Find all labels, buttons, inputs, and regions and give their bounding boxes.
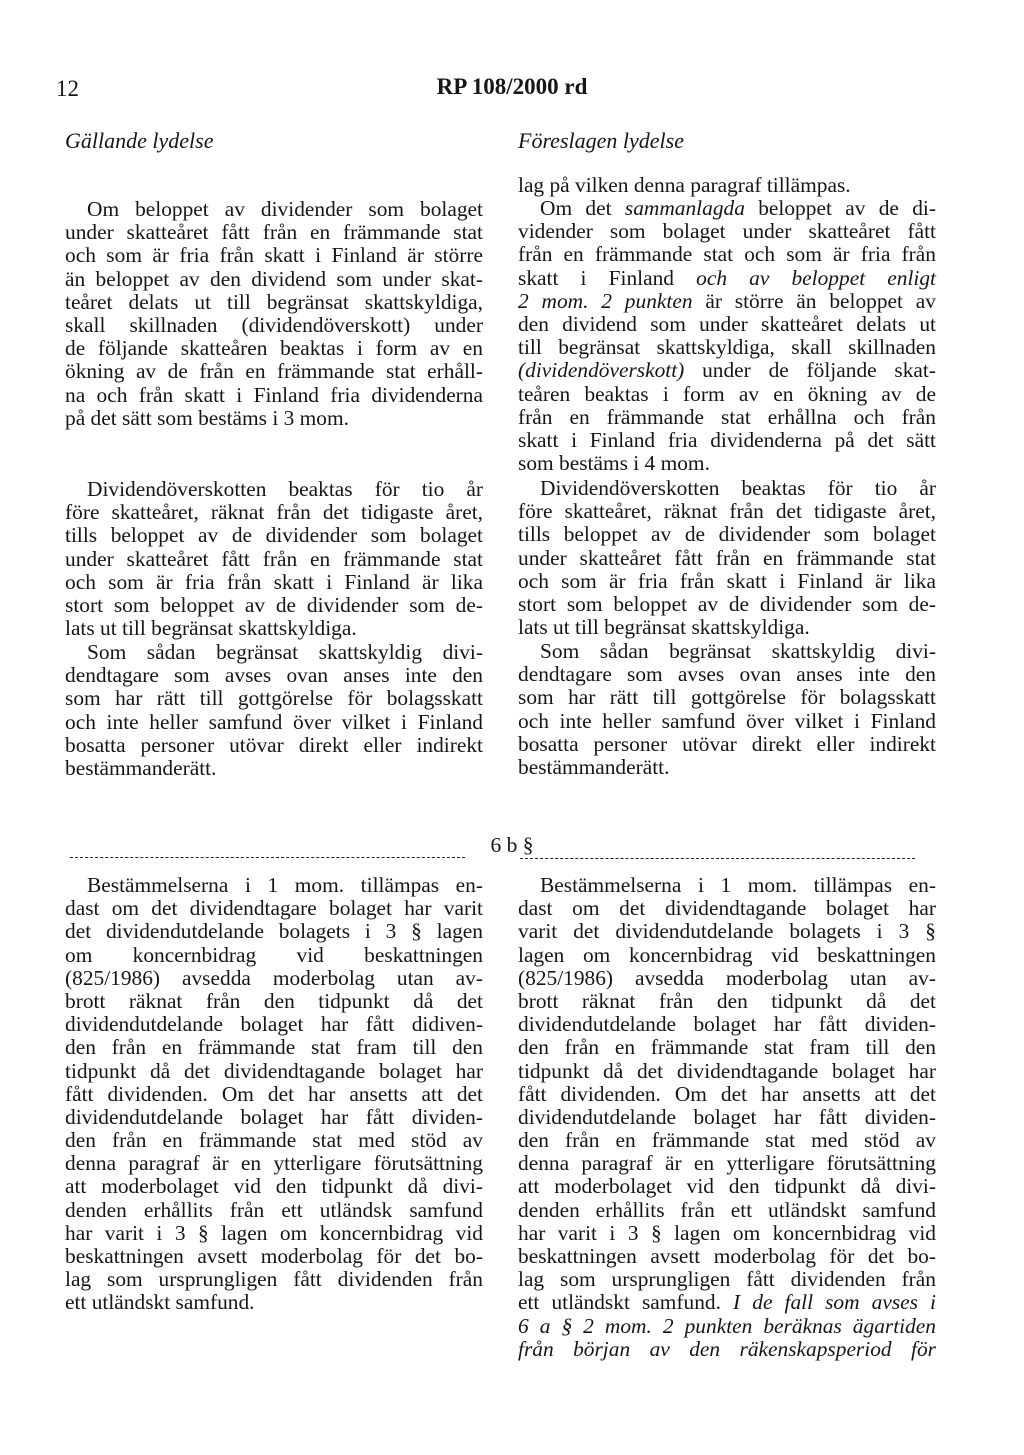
text-line: Om det sammanlagda beloppet av de di- — [540, 196, 936, 220]
text-line: dendtagare som avses ovan anses inte den — [65, 663, 483, 688]
text-line: den från en främmande stat med stöd av — [65, 1128, 483, 1153]
left-paragraph-4 — [65, 874, 483, 1315]
text-line: Som sådan begränsat skattskyldig divi- — [87, 640, 483, 664]
right-paragraph-4 — [518, 874, 936, 1361]
text-line: na och från skatt i Finland fria dividenderna — [65, 382, 483, 407]
text-line: fått dividenden. Om det har ansetts att det — [518, 1081, 936, 1106]
text-line: bestämmanderätt. — [65, 755, 217, 780]
text-line: under skatteåret fått från en främmande stat — [65, 220, 483, 245]
text-line: fått dividenden. Om det har ansetts att det — [65, 1081, 483, 1106]
text-line: skatt i Finland och av beloppet enligt — [518, 265, 936, 290]
text-line: beskattningen avsett moderbolag för det bo- — [65, 1244, 483, 1268]
text-line: som bestäms i 4 mom. — [518, 451, 710, 476]
text-line: 2 mom. 2 punkten är större än beloppet av — [518, 288, 936, 313]
text-line: dividendutdelande bolaget har fått dividen- — [518, 1104, 936, 1129]
text-line: under skatteåret fått från en främmande stat — [518, 545, 936, 570]
text-line: skall skillnaden (dividendöverskott) under — [65, 312, 483, 337]
left-paragraph-1 — [65, 198, 483, 430]
text-line: och inte heller samfund över vilket i Finland — [65, 709, 483, 734]
right-omission-divider — [520, 858, 915, 859]
right-paragraph-2 — [518, 477, 936, 639]
text-line: till begränsat skattskyldiga, skall skillnaden — [518, 335, 936, 360]
text-line: ett utländskt samfund. — [65, 1290, 255, 1315]
text-line: och som är fria från skatt i Finland är större — [65, 243, 483, 268]
text-line: bosatta personer utövar direkt eller indirekt — [65, 732, 483, 757]
text-line: den från en främmande stat med stöd av — [518, 1128, 936, 1153]
text-line: Bestämmelserna i 1 mom. tillämpas en- — [540, 873, 936, 897]
text-line: från början av den räkenskapsperiod för — [518, 1336, 936, 1361]
text-line: från en främmande stat erhållna och från — [518, 404, 936, 429]
text-line: teåret delats ut till begränsat skattskyldiga, — [65, 289, 483, 314]
text-line: skatt i Finland fria dividenderna på det sätt — [518, 427, 936, 452]
text-line: lag som ursprungligen fått dividenden från — [518, 1267, 936, 1292]
text-line: lats ut till begränsat skattskyldiga. — [65, 616, 357, 641]
text-line: lag som ursprungligen fått dividenden från — [65, 1267, 483, 1292]
text-line: bestämmanderätt. — [518, 754, 670, 779]
left-paragraph-2 — [65, 478, 483, 640]
text-line: bosatta personer utövar direkt eller indirekt — [518, 731, 936, 756]
text-line: det dividendutdelande bolagets i 3 § lagen — [65, 919, 483, 944]
page-number: 12 — [56, 76, 79, 101]
text-line: ökning av de från en främmande stat erhåll- — [65, 359, 483, 384]
right-column-heading: Föreslagen lydelse — [518, 128, 684, 153]
text-line: som har rätt till gottgörelse för bolagsskatt — [518, 685, 936, 710]
text-line: denden erhållits från ett utländsk samfund — [65, 1197, 483, 1222]
text-line: på det sätt som bestäms i 3 mom. — [65, 405, 349, 430]
text-line: ett utländskt samfund. I de fall som avses i — [518, 1290, 936, 1315]
text-line: tills beloppet av de dividender som bolaget — [518, 522, 936, 547]
text-line: (825/1986) avsedda moderbolag utan av- — [65, 965, 483, 990]
text-line: och som är fria från skatt i Finland är lika — [65, 569, 483, 594]
text-line: lagen om koncernbidrag vid beskattningen — [518, 942, 936, 967]
text-line: lag på vilken denna paragraf tillämpas. — [518, 173, 851, 197]
left-column-heading: Gällande lydelse — [65, 128, 214, 153]
text-line: att moderbolaget vid den tidpunkt då divi- — [518, 1174, 936, 1199]
text-line: har varit i 3 § lagen om koncernbidrag vid — [518, 1220, 936, 1245]
left-paragraph-3 — [65, 641, 483, 780]
text-line: denna paragraf är en ytterligare förutsättning — [65, 1151, 483, 1176]
text-line: stort som beloppet av de dividender som de- — [518, 591, 936, 616]
text-line: dividendutdelande bolaget har fått dividen- — [518, 1012, 936, 1037]
text-line: de följande skatteåren beaktas i form av en — [65, 336, 483, 361]
text-line: under skatteåret fått från en främmande stat — [65, 546, 483, 571]
text-line: den från en främmande stat fram till den — [65, 1035, 483, 1060]
text-line: denna paragraf är en ytterligare förutsättning — [518, 1151, 936, 1176]
text-line: före skatteåret, räknat från det tidigaste året, — [518, 499, 936, 524]
text-line: beskattningen avsett moderbolag för det bo- — [518, 1244, 936, 1268]
text-line: dividendutdelande bolaget har fått dividen- — [65, 1104, 483, 1129]
text-line: Dividendöverskotten beaktas för tio år — [87, 477, 483, 501]
text-line: tidpunkt då det dividendtagande bolaget har — [518, 1058, 936, 1083]
right-paragraph-1 — [518, 197, 936, 475]
text-line: och inte heller samfund över vilket i Finland — [518, 708, 936, 733]
text-line: brott räknat från den tidpunkt då det — [518, 988, 936, 1013]
text-line: och som är fria från skatt i Finland är lika — [518, 568, 936, 593]
document-id: RP 108/2000 rd — [436, 74, 588, 99]
text-line: den från en främmande stat fram till den — [518, 1035, 936, 1060]
text-line: dast om det dividendtagare bolaget har varit — [65, 896, 483, 921]
text-line: från en främmande stat och som är fria från — [518, 242, 936, 267]
text-line: Bestämmelserna i 1 mom. tillämpas en- — [87, 873, 483, 897]
right-paragraph-0 — [518, 174, 936, 197]
text-line: denden erhållits från ett utländskt samfund — [518, 1197, 936, 1222]
text-line: som har rätt till gottgörelse för bolagsskatt — [65, 686, 483, 711]
text-line: brott räknat från den tidpunkt då det — [65, 988, 483, 1013]
text-line: dividendutdelande bolaget har fått didiven- — [65, 1012, 483, 1037]
text-line: Om beloppet av dividender som bolaget — [87, 197, 483, 221]
text-line: Dividendöverskotten beaktas för tio år — [540, 476, 936, 500]
text-line: den dividend som under skatteåret delats ut — [518, 311, 936, 336]
text-line: teåren beaktas i form av en ökning av de — [518, 381, 936, 406]
text-line: före skatteåret, räknat från det tidigaste året, — [65, 500, 483, 525]
text-line: vidender som bolaget under skatteåret fått — [518, 219, 936, 244]
text-line: stort som beloppet av de dividender som de- — [65, 592, 483, 617]
right-paragraph-3 — [518, 640, 936, 779]
text-line: dast om det dividendtagande bolaget har — [518, 896, 936, 921]
text-line: (825/1986) avsedda moderbolag utan av- — [518, 965, 936, 990]
text-line: om koncernbidrag vid beskattningen — [65, 942, 483, 967]
text-line: varit det dividendutdelande bolagets i 3 § — [518, 919, 936, 944]
text-line: att moderbolaget vid den tidpunkt då divi- — [65, 1174, 483, 1199]
text-line: Som sådan begränsat skattskyldig divi- — [540, 639, 936, 663]
text-line: 6 a § 2 mom. 2 punkten beräknas ägartiden — [518, 1313, 936, 1338]
text-line: än beloppet av den dividend som under skat- — [65, 266, 483, 291]
text-line: (dividendöverskott) under de följande skat- — [518, 358, 936, 383]
text-line: tills beloppet av de dividender som bolaget — [65, 523, 483, 548]
text-line: dendtagare som avses ovan anses inte den — [518, 662, 936, 687]
text-line: tidpunkt då det dividendtagande bolaget har — [65, 1058, 483, 1083]
text-line: lats ut till begränsat skattskyldiga. — [518, 615, 810, 640]
text-line: har varit i 3 § lagen om koncernbidrag vid — [65, 1220, 483, 1245]
section-6b-label: 6 b § — [490, 833, 534, 857]
